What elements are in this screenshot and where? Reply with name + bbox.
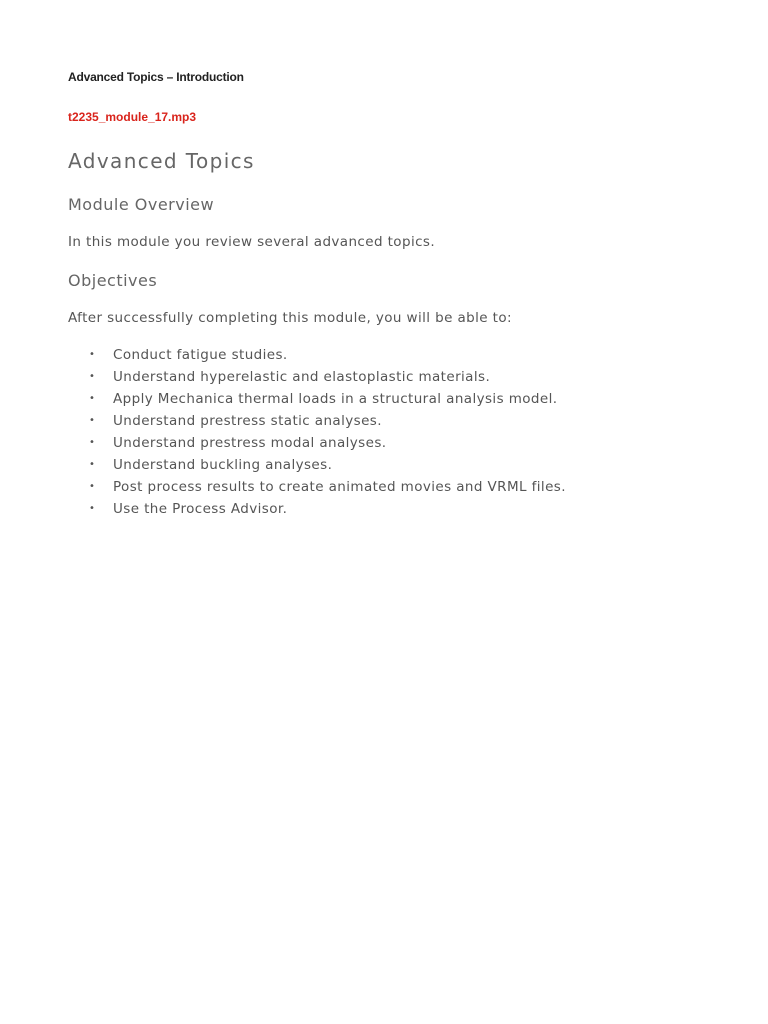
audio-file-link[interactable]: t2235_module_17.mp3 [68, 110, 197, 124]
objective-text: Post process results to create animated movies and VRML files. [113, 479, 566, 495]
objectives-heading: Objectives [68, 271, 158, 290]
module-overview-text: In this module you review several advanced topics. [68, 234, 436, 250]
bullet-icon: • [89, 503, 96, 514]
bullet-icon: • [89, 349, 96, 360]
objective-text: Conduct fatigue studies. [113, 347, 288, 363]
objective-text: Understand hyperelastic and elastoplastic materials. [113, 369, 491, 385]
objective-text: Apply Mechanica thermal loads in a structural analysis model. [113, 391, 558, 407]
module-overview-heading: Module Overview [68, 195, 215, 214]
document-header: Advanced Topics – Introduction [68, 70, 244, 84]
bullet-icon: • [89, 481, 96, 492]
objective-text: Understand prestress modal analyses. [113, 435, 387, 451]
page-title: Advanced Topics [68, 149, 255, 173]
bullet-icon: • [89, 393, 96, 404]
list-item [68, 411, 566, 433]
objective-text: Use the Process Advisor. [113, 501, 288, 517]
bullet-icon: • [89, 437, 96, 448]
bullet-icon: • [89, 415, 96, 426]
objectives-list [68, 345, 566, 521]
list-item [68, 367, 566, 389]
list-item [68, 433, 566, 455]
bullet-icon: • [89, 459, 96, 470]
list-item [68, 499, 566, 521]
list-item [68, 389, 566, 411]
objectives-intro-text: After successfully completing this module, you will be able to: [68, 310, 512, 326]
list-item [68, 455, 566, 477]
list-item [68, 477, 566, 499]
list-item [68, 345, 566, 367]
objective-text: Understand prestress static analyses. [113, 413, 382, 429]
bullet-icon: • [89, 371, 96, 382]
objective-text: Understand buckling analyses. [113, 457, 333, 473]
